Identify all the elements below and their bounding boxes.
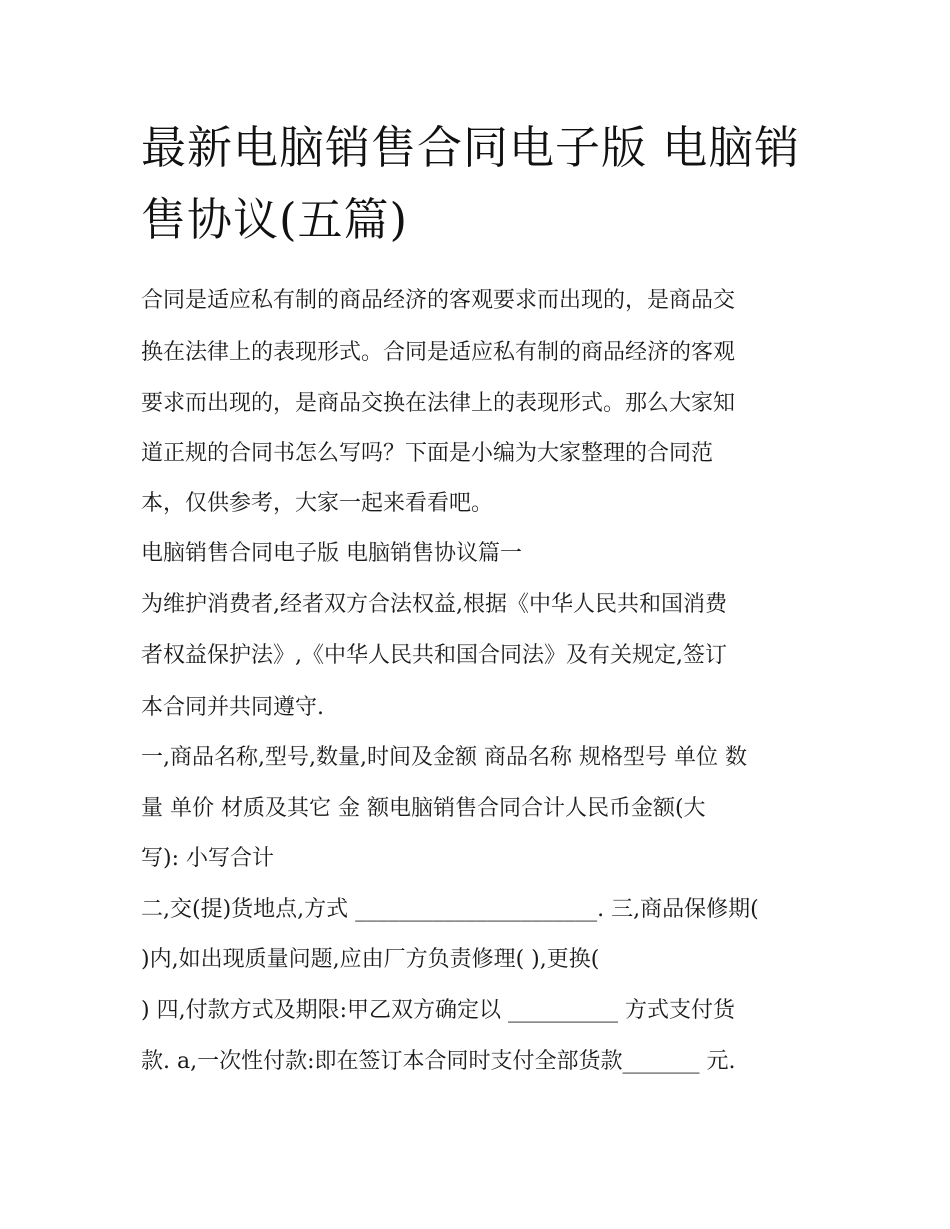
paragraph-line: )内,如出现质量问题,应由厂方负责修理( ),更换(: [141, 947, 600, 972]
paragraph-line: 者权益保护法》,《中华人民共和国合同法》及有关规定,签订: [141, 643, 727, 668]
paragraph-line: 写): 小写合计: [141, 846, 274, 871]
section-heading: 电脑销售合同电子版 电脑销售协议篇一: [141, 541, 522, 566]
paragraph-line: 量 单价 材质及其它 金 额电脑销售合同合计人民币金额(大: [141, 796, 706, 821]
paragraph-line: 一,商品名称,型号,数量,时间及金额 商品名称 规格型号 单位 数: [141, 745, 747, 770]
paragraph-line: 为维护消费者,经者双方合法权益,根据《中华人民共和国消费: [141, 592, 727, 617]
paragraph-line: 道正规的合同书怎么写吗？下面是小编为大家整理的合同范: [141, 441, 714, 466]
paragraph-line: 合同是适应私有制的商品经济的客观要求而出现的，是商品交: [141, 288, 736, 313]
paragraph-line: 二,交(提)货地点,方式 ______________________. 三,商品保修期(: [141, 897, 759, 922]
document-title: 最新电脑销售合同电子版 电脑销售协议(五篇): [141, 121, 801, 246]
paragraph-line: 本合同并共同遵守.: [141, 695, 324, 720]
paragraph-line: 要求而出现的，是商品交换在法律上的表现形式。那么大家知: [141, 391, 736, 416]
paragraph-line: 款. a,一次性付款:即在签订本合同时支付全部货款_______ 元.: [141, 1049, 736, 1074]
paragraph-line: 换在法律上的表现形式。合同是适应私有制的商品经济的客观: [141, 340, 736, 365]
paragraph-line: ) 四,付款方式及期限:甲乙双方确定以 __________ 方式支付货: [141, 998, 735, 1023]
paragraph-line: 本，仅供参考，大家一起来看看吧。: [141, 491, 494, 516]
